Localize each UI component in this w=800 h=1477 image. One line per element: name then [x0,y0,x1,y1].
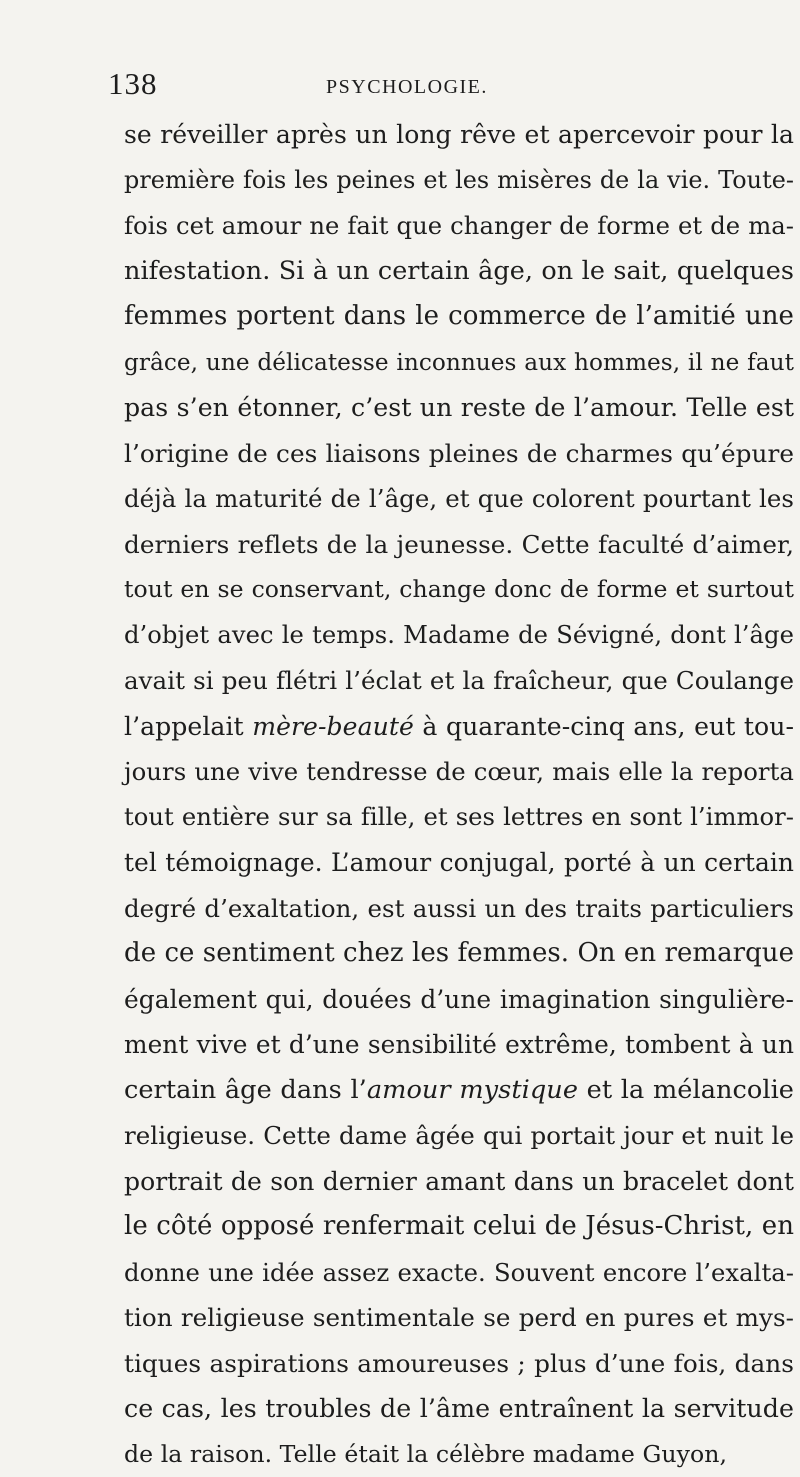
italic-phrase: mère-beauté [252,712,414,741]
text-segment: certain âge dans l’ [124,1075,367,1105]
text-line: tout entière sur sa fille, et ses lettres en sont l’immor- [124,795,794,841]
text-line: de ce sentiment chez les femmes. On en remarque [124,931,794,977]
text-line: pas s’en étonner, c’est un reste de l’amour. Telle est [124,385,794,431]
text-line: déjà la maturité de l’âge, et que colorent pourtant les [124,476,794,522]
text-line: avait si peu flétri l’éclat et la fraîcheur, que Coulange [124,658,794,704]
body-text [124,112,794,1477]
text-line: degré d’exaltation, est aussi un des traits particuliers [124,886,794,932]
text-line: jours une vive tendresse de cœur, mais elle la reporta [124,749,794,795]
page-number: 138 [108,66,158,102]
text-line: grâce, une délicatesse inconnues aux hommes, il ne faut [124,340,794,386]
text-line: d’objet avec le temps. Madame de Sévigné, dont l’âge [124,613,794,659]
text-line: ce cas, les troubles de l’âme entraînent la servitude [124,1386,794,1432]
text-line: femmes portent dans le commerce de l’amitié une [124,294,794,340]
text-line: l’origine de ces liaisons pleines de charmes qu’épure [124,431,794,477]
text-line: ment vive et d’une sensibilité extrême, tombent à un [124,1022,794,1068]
text-line: donne une idée assez exacte. Souvent encore l’exalta- [124,1250,794,1296]
text-segment: et la mélancolie [578,1075,794,1105]
text-line: tiques aspirations amoureuses ; plus d’une fois, dans [124,1341,794,1387]
text-line: tout en se conservant, change donc de forme et surtout [124,567,794,613]
text-segment: à quarante-cinq ans, eut tou- [414,712,794,741]
text-line: fois cet amour ne fait que changer de forme et de ma- [124,203,794,249]
text-line: portrait de son dernier amant dans un bracelet dont [124,1159,794,1205]
page-header [108,64,708,104]
italic-phrase: amour mystique [367,1075,578,1105]
text-line: nifestation. Si à un certain âge, on le sait, quelques [124,249,794,295]
text-line: tion religieuse sentimentale se perd en pures et mys- [124,1295,794,1341]
text-line [124,704,794,750]
text-line: de la raison. Telle était la célèbre madame Guyon, [124,1432,730,1477]
text-line: tel témoignage. L’amour conjugal, porté à un certain [124,840,794,886]
text-line: se réveiller après un long rêve et apercevoir pour la [124,112,794,158]
text-line: première fois les peines et les misères de la vie. Toute- [124,158,794,204]
running-title: PSYCHOLOGIE. [326,76,488,99]
text-line: également qui, douées d’une imagination singulière- [124,977,794,1023]
text-line: religieuse. Cette dame âgée qui portait jour et nuit le [124,1113,794,1159]
text-line: derniers reflets de la jeunesse. Cette faculté d’aimer, [124,522,794,568]
text-line [124,1068,794,1114]
text-segment: l’appelait [124,712,252,741]
text-line: le côté opposé renfermait celui de Jésus-Christ, en [124,1204,794,1250]
